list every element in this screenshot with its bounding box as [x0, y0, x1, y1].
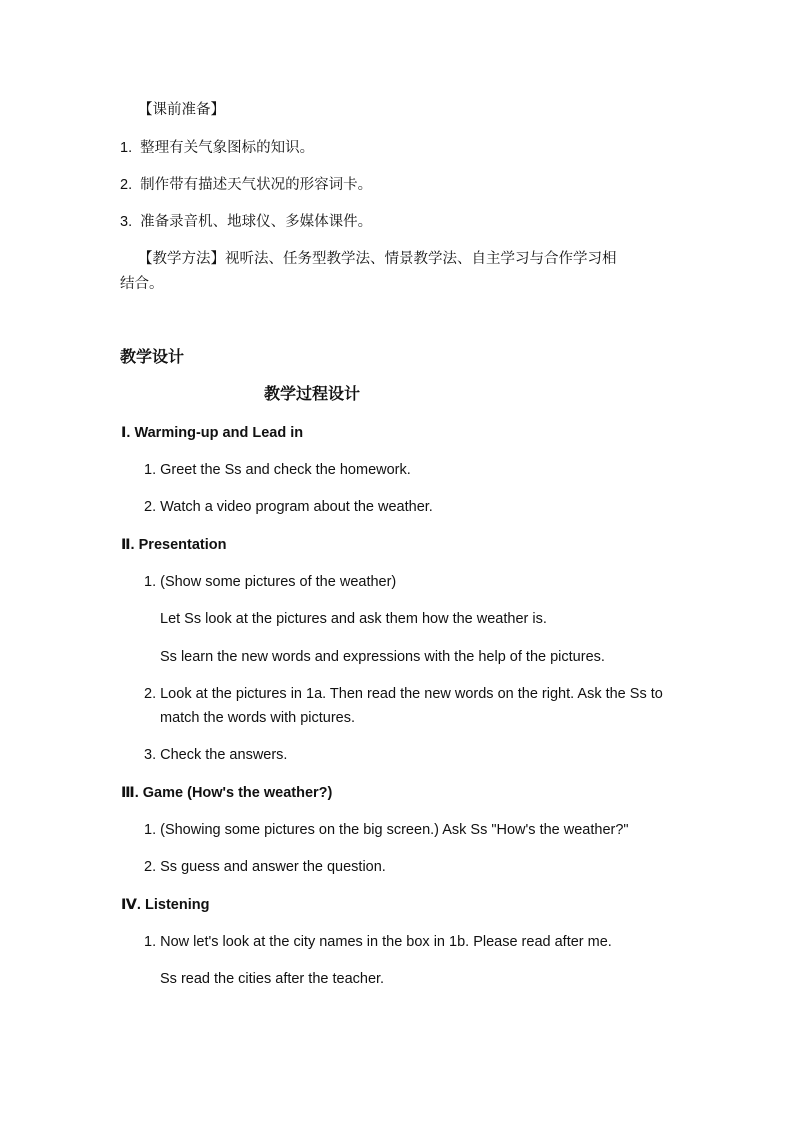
list-item: Let Ss look at the pictures and ask them how the weather is.	[160, 611, 547, 627]
list-item: Ss read the cities after the teacher.	[160, 971, 385, 987]
list-item: match the words with pictures.	[160, 710, 356, 726]
section-title: Presentation	[138, 537, 227, 553]
list-item: 3. Check the answers.	[144, 747, 288, 763]
list-item: 2. Watch a video program about the weather.	[144, 499, 433, 515]
list-item: Ss learn the new words and expressions with the help of the pictures.	[160, 649, 605, 665]
prep-heading: 【课前准备】	[138, 102, 225, 118]
section-title: Warming-up and Lead in	[134, 425, 304, 441]
prep-item-text: 制作带有描述天气状况的形容词卡。	[140, 177, 373, 193]
prep-item-number: 1.	[120, 140, 133, 156]
list-item: 2. Look at the pictures in 1a. Then read the new words on the right. Ask the Ss to	[144, 686, 663, 702]
section-heading	[121, 421, 303, 445]
section-heading	[121, 893, 209, 917]
section-numeral: Ⅱ.	[121, 537, 135, 553]
prep-item-text: 整理有关气象图标的知识。	[140, 140, 315, 156]
section-title: Game (How's the weather?)	[142, 785, 333, 801]
prep-item-text: 准备录音机、地球仪、多媒体课件。	[140, 214, 373, 230]
prep-item-2	[120, 173, 372, 197]
prep-item-3	[120, 210, 372, 234]
section-numeral: Ⅲ.	[121, 785, 139, 801]
section-heading	[121, 533, 226, 557]
prep-item-number: 3.	[120, 214, 133, 230]
prep-item-number: 2.	[120, 177, 133, 193]
list-item: 2. Ss guess and answer the question.	[144, 859, 386, 875]
methods-line-1: 【教学方法】视听法、任务型教学法、情景教学法、自主学习与合作学习相	[138, 251, 617, 267]
section-title: Listening	[145, 897, 210, 913]
list-item: 1. (Show some pictures of the weather)	[144, 574, 397, 590]
design-title: 教学设计	[120, 349, 185, 366]
list-item: 1. Greet the Ss and check the homework.	[144, 462, 411, 478]
section-numeral: Ⅳ.	[121, 897, 141, 913]
list-item: 1. Now let's look at the city names in the box in 1b. Please read after me.	[144, 934, 612, 950]
list-item: 1. (Showing some pictures on the big screen.) Ask Ss "How's the weather?"	[144, 822, 629, 838]
section-numeral: Ⅰ.	[121, 425, 131, 441]
design-subtitle: 教学过程设计	[264, 386, 361, 403]
prep-item-1	[120, 136, 314, 160]
methods-line-2: 结合。	[120, 276, 164, 292]
section-heading	[121, 781, 332, 805]
